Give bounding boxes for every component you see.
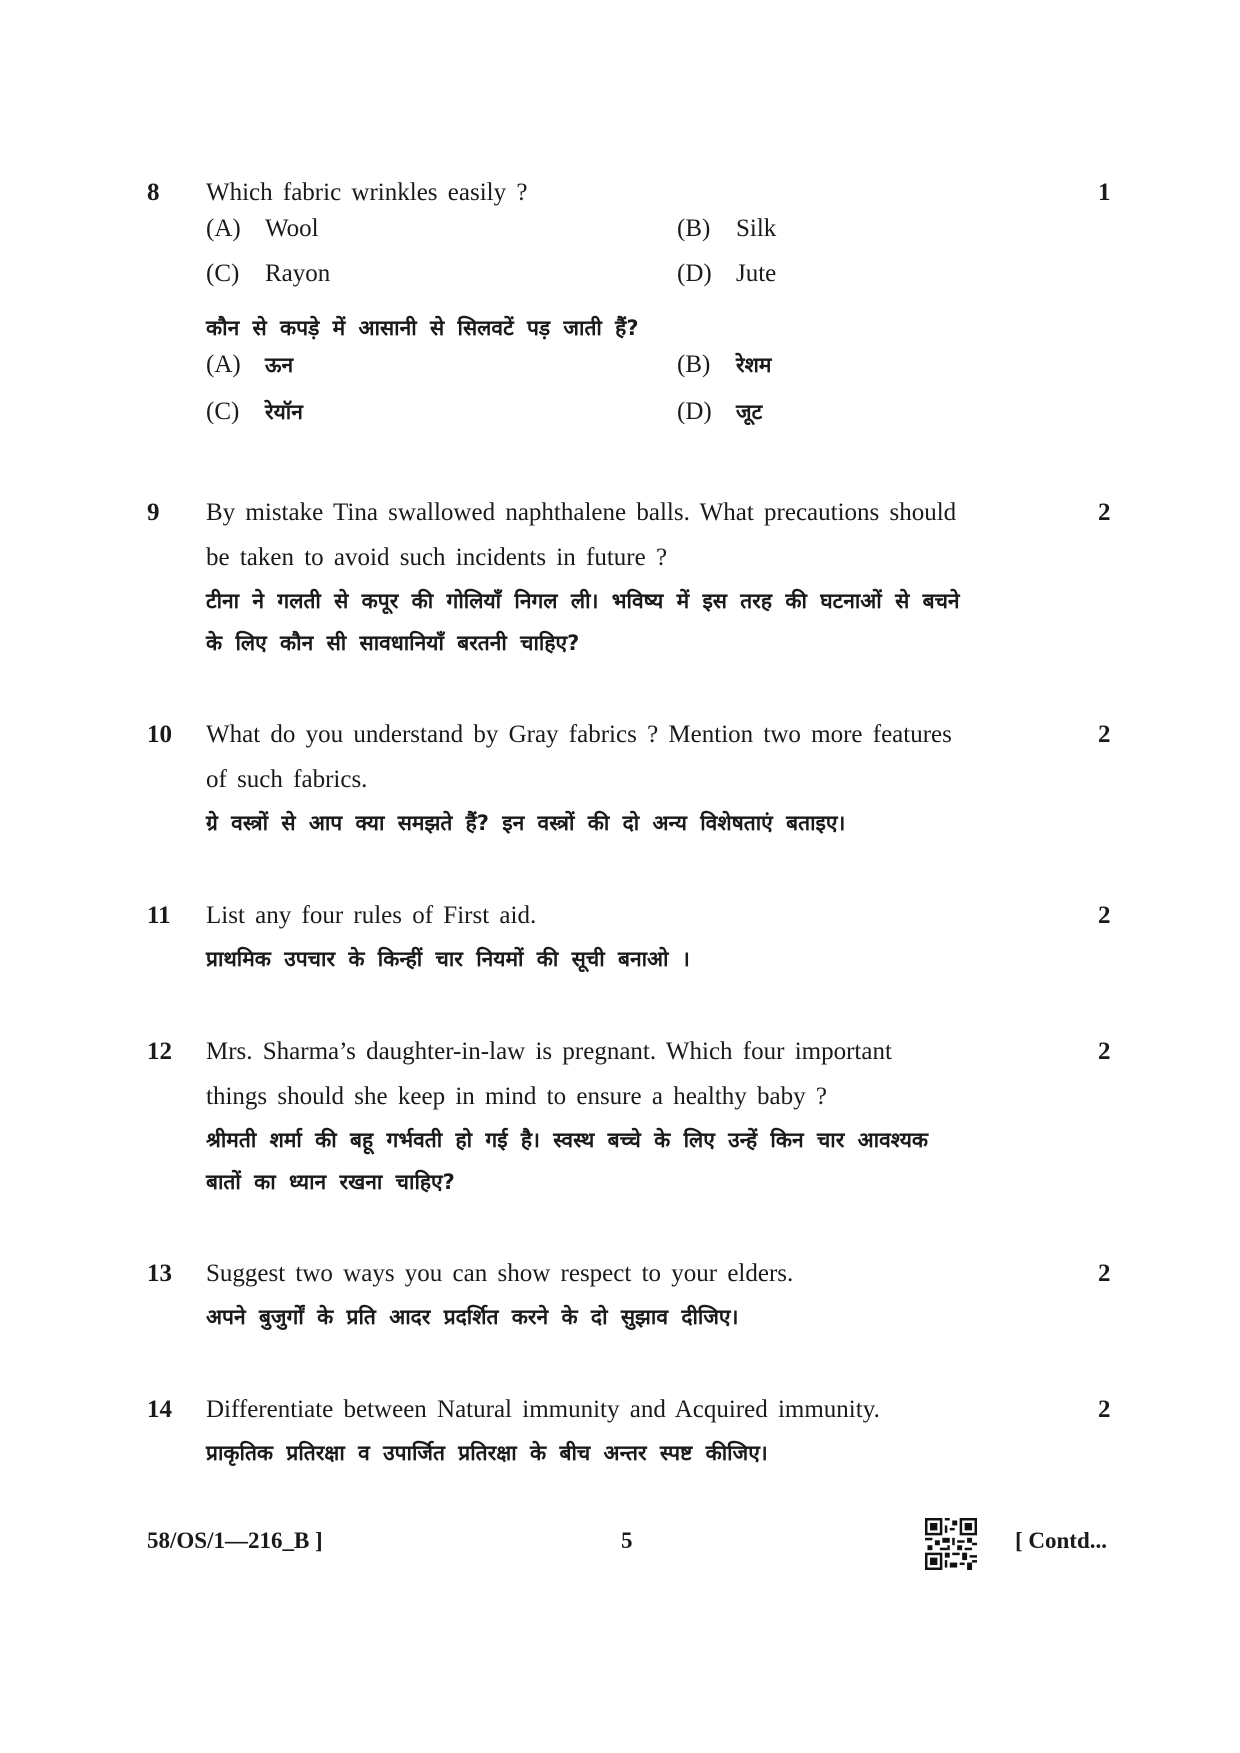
option-key: (B) [677,215,711,242]
question-text-en-line: things should she keep in mind to ensure a healthy baby ? [206,1083,827,1110]
question-text-en-line: be taken to avoid such incidents in future ? [206,544,668,571]
option-b-en [677,215,776,243]
option-a-en [206,215,319,243]
question-text-hi: प्राथमिक उपचार के किन्हीं चार नियमों की सूची बनाओ । [206,947,690,971]
question-text-hi-line: श्रीमती शर्मा की बहू गर्भवती हो गई है। स्वस्थ बच्चे के लिए उन्हें किन चार आवश्यक [206,1128,928,1152]
question-marks: 2 [1098,1038,1111,1065]
question-body [206,170,1038,445]
question-text-hi: कौन से कपड़े में आसानी से सिलवटें पड़ जाती हैं? [206,316,639,340]
options-row-en-1 [206,215,1038,260]
option-key: (B) [677,351,711,378]
option-text: Wool [265,215,319,242]
paper-code: 58/OS/1—216_B ] [147,1528,323,1553]
question-number: 14 [147,1396,172,1423]
options-row-en-2 [206,260,1038,305]
question-marks: 2 [1098,1396,1111,1423]
option-text: जूट [736,400,763,424]
question-text-hi-line: बातों का ध्यान रखना चाहिए? [206,1170,455,1194]
question-marks: 2 [1098,902,1111,929]
question-text-hi: ग्रे वस्त्रों से आप क्या समझते हैं? इन वस्त्रों की दो अन्य विशेषताएं बताइए। [206,811,846,835]
option-d-hi [677,398,762,426]
question-number: 12 [147,1038,172,1065]
question-number: 9 [147,499,160,526]
option-c-hi [206,398,303,426]
question-number: 11 [147,902,171,929]
question-number: 10 [147,721,172,748]
question-body [206,712,1038,844]
question-text-en: Suggest two ways you can show respect to your elders. [206,1260,794,1287]
question-body [206,893,1038,980]
option-key: (C) [206,398,240,425]
option-d-en [677,260,776,288]
option-text: Rayon [265,260,331,287]
qr-code-icon [925,1518,977,1570]
options-row-hi-2 [206,398,1038,445]
option-a-hi [206,351,293,379]
option-text: रेयॉन [265,400,303,424]
continued-label: [ Contd... [1015,1528,1108,1553]
option-key: (A) [206,351,241,378]
question-number: 8 [147,179,160,206]
option-c-en [206,260,330,288]
option-key: (C) [206,260,240,287]
question-text-en: List any four rules of First aid. [206,902,537,929]
question-body [206,1029,1038,1203]
question-body [206,1251,1038,1338]
option-text: रेशम [736,353,772,377]
option-text: ऊन [265,353,294,377]
option-text: Jute [736,260,777,287]
option-text: Silk [736,215,777,242]
option-key: (D) [677,398,712,425]
question-marks: 2 [1098,499,1111,526]
question-text-hi-line: टीना ने गलती से कपूर की गोलियाँ निगल ली। भविष्य में इस तरह की घटनाओं से बचने [206,589,960,613]
question-text-en-line: What do you understand by Gray fabrics ? Mention two more features [206,721,952,748]
question-marks: 1 [1098,179,1111,206]
option-key: (D) [677,260,712,287]
question-text-en-line: Mrs. Sharma’s daughter-in-law is pregnant. Which four important [206,1038,892,1065]
question-marks: 2 [1098,1260,1111,1287]
question-text-en-line: By mistake Tina swallowed naphthalene balls. What precautions should [206,499,957,526]
question-text-hi: अपने बुजुर्गों के प्रति आदर प्रदर्शित करने के दो सुझाव दीजिए। [206,1305,739,1329]
question-text-hi: प्राकृतिक प्रतिरक्षा व उपार्जित प्रतिरक्षा के बीच अन्तर स्पष्ट कीजिए। [206,1441,768,1465]
option-key: (A) [206,215,241,242]
question-text-en: Which fabric wrinkles easily ? [206,179,528,206]
question-text-en: Differentiate between Natural immunity and Acquired immunity. [206,1396,880,1423]
question-text-hi-line: के लिए कौन सी सावधानियाँ बरतनी चाहिए? [206,631,580,655]
options-row-hi-1 [206,351,1038,398]
question-body [206,490,1038,664]
question-body [206,1387,1038,1474]
question-marks: 2 [1098,721,1111,748]
page-number: 5 [621,1528,633,1553]
option-b-hi [677,351,771,379]
page-footer [0,1518,1240,1578]
question-number: 13 [147,1260,172,1287]
question-text-en-line: of such fabrics. [206,766,368,793]
